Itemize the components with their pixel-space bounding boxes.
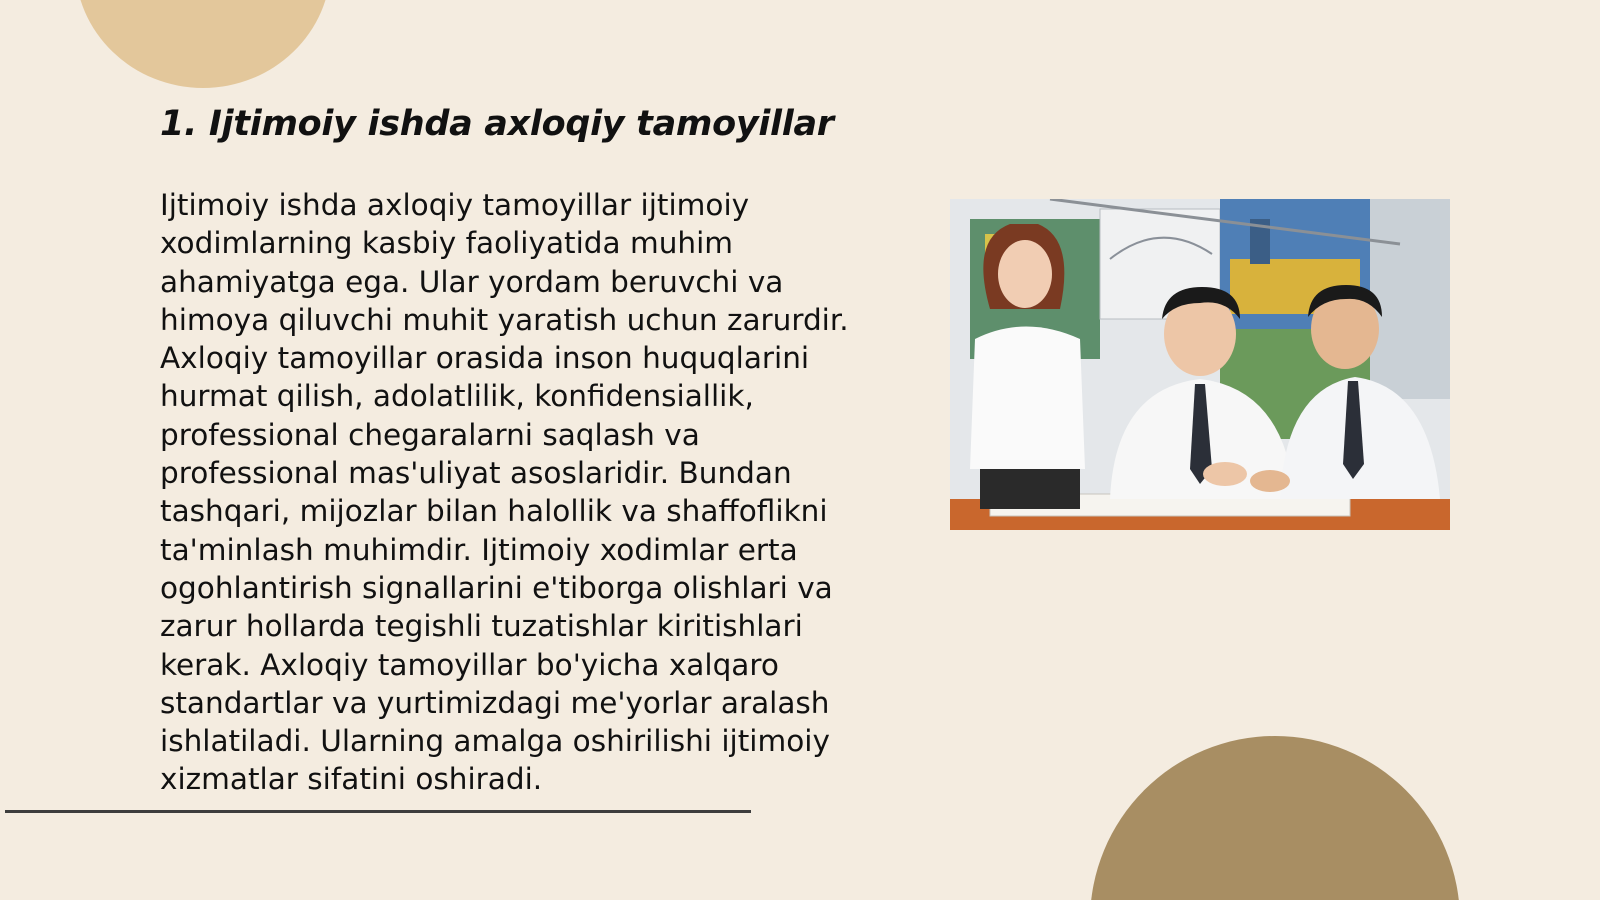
slide-title: 1. Ijtimoiy ishda axloqiy tamoyillar (160, 104, 834, 144)
students-photo (950, 199, 1450, 530)
slide-body-text: Ijtimoiy ishda axloqiy tamoyillar ijtimoiy xodimlarning kasbiy faoliyatida muhim ahamiyatga ega. Ular yordam beruvchi va himoya qiluvchi muhit yaratish uchun zarurdir. Axloqiy tamoyillar orasida inson huquqlarini hurmat qilish, adolatlilik, konfidensiallik, professional chegaralarni saqlash va professional mas'uliyat asoslaridir. Bundan tashqari, mijozlar bilan halollik va shaffoflikni ta'minlash muhimdir. Ijtimoiy xodimlar erta ogohlantirish signallarini e'tiborga olishlari va zarur hollarda tegishli tuzatishlar kiritishlari kerak. Axloqiy tamoyillar bo'yicha xalqaro standartlar va yurtimizdagi me'yorlar aralash ishlatiladi. Ularning amalga oshirilishi ijtimoiy xizmatlar sifatini oshiradi. (160, 188, 849, 797)
decorative-circle-top (75, 0, 331, 88)
decorative-circle-bottom (1090, 736, 1460, 900)
divider-line (5, 810, 751, 813)
students-photo-illustration (950, 199, 1450, 530)
